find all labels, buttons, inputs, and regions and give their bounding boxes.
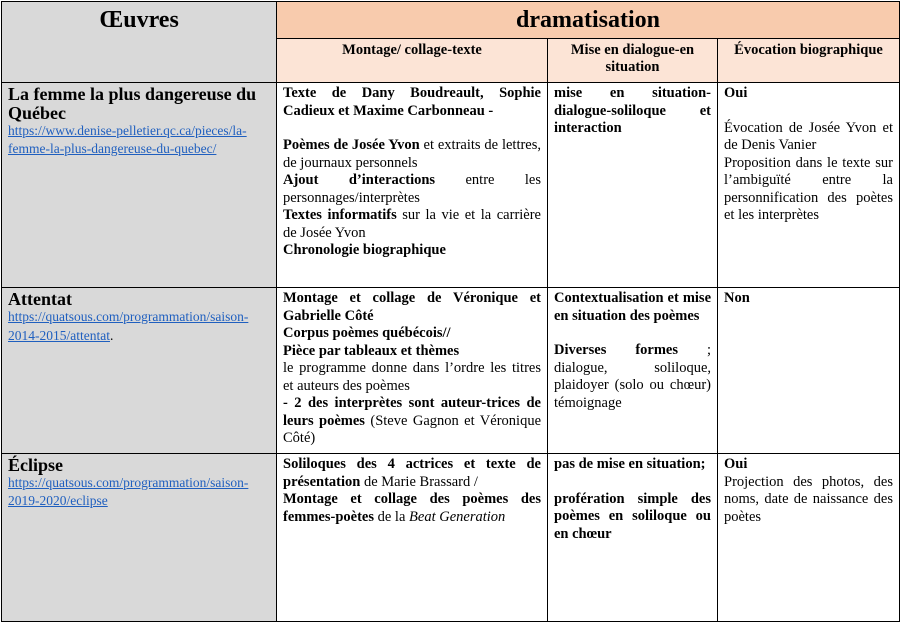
montage-cell [277,454,548,622]
montage-text: Corpus poèmes québécois// [283,325,451,341]
montage-text: Poèmes de Josée Yvon [283,137,420,153]
link-suffix: . [109,327,114,343]
montage-text: de Marie Brassard / [360,473,478,490]
evocation-text: Non [724,290,750,306]
montage-text: - 2 des interprètes sont auteur-trices de leurs poèmes [283,395,541,429]
work-cell [2,454,277,622]
oeuvres-header-text: Œuvres [99,7,179,33]
dialogue-text: ; dialogue, soliloque, plaidoyer (solo ou chœur) témoignage [554,342,712,411]
dialogue-cell [548,83,718,288]
montage-text: entre les personnages/interprètes [283,172,541,206]
dialogue-text: pas de mise en situation; [554,456,706,472]
montage-text: Beat Generation [409,508,506,525]
dialogue-text: Diverses formes [554,342,678,358]
montage-text: Montage et collage des poèmes des femmes-poètes [283,491,541,525]
evocation-text: Projection des photos, des noms, date de naissance des poètes [724,473,893,525]
evocation-text: Évocation de Josée Yvon et de Denis Vanier [724,119,893,153]
montage-text: (Steve Gagnon et Véronique Côté) [283,412,542,446]
dialogue-text: Contextualisation et mise en situation des poèmes [554,290,711,324]
evocation-text: Oui [724,456,748,472]
dramatisation-header: dramatisation [277,2,900,39]
work-cell [2,288,277,454]
evocation-cell [718,454,900,622]
table-row [2,288,900,454]
montage-text: Soliloques des 4 actrices et texte de présentation [283,456,541,490]
dramatisation-table [1,1,900,622]
evocation-cell [718,288,900,454]
dialogue-text: profération simple des poèmes en soliloque ou en chœur [554,490,711,542]
evocation-cell [718,83,900,288]
montage-text: Texte de Dany Boudreault, Sophie Cadieux et Maxime Carbonneau - [283,85,541,119]
montage-text: le programme donne dans l’ordre les titres et auteurs des poèmes [283,360,541,394]
montage-text: Pièce par tableaux et thèmes [283,342,460,359]
dialogue-cell [548,288,718,454]
work-link[interactable]: https://quatsous.com/programmation/saison-2019-2020/eclipse [8,475,249,508]
montage-text: Chronologie biographique [283,242,446,258]
oeuvres-header [2,2,277,83]
montage-text: Montage et collage de Véronique et Gabrielle Côté [283,290,541,324]
work-title: Attentat [8,289,72,309]
montage-text: sur la vie et la carrière de Josée Yvon [283,207,541,241]
montage-column-header: Montage/ collage-texte [277,39,548,83]
montage-cell [277,83,548,288]
work-link[interactable]: https://www.denise-pelletier.qc.ca/pieces/la-femme-la-plus-dangereuse-du-quebec/ [8,123,247,156]
dialogue-text: mise en situation-dialogue-soliloque et interaction [554,85,711,136]
montage-cell [277,288,548,454]
montage-text: de la [374,508,410,525]
table-row [2,83,900,288]
evocation-column-header: Évocation biographique [718,39,900,83]
work-title: Éclipse [8,455,64,475]
table-row [2,454,900,622]
dialogue-cell [548,454,718,622]
montage-text: Ajout d’interactions [283,172,436,188]
work-cell [2,83,277,288]
montage-text: Textes informatifs [283,207,397,223]
work-link[interactable]: https://quatsous.com/programmation/saison-2014-2015/attentat [8,309,249,343]
montage-text: et extraits de lettres, de journaux personnels [283,137,541,171]
evocation-text: Oui [724,85,748,101]
evocation-text: Proposition dans le texte sur l’ambiguïté entre la personnification des poètes et les interprètes [724,154,893,223]
work-title: La femme la plus dangereuse du Québec [8,84,257,123]
dialogue-column-header: Mise en dialogue-en situation [548,39,718,83]
